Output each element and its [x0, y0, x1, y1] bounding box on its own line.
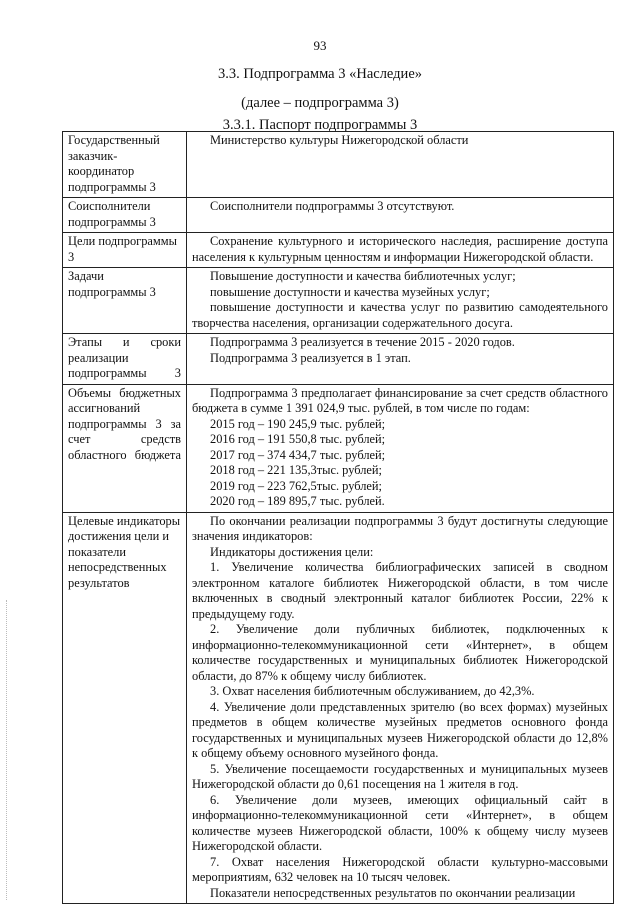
- budget-year-line: 2017 год – 374 434,7 тыс. рублей;: [210, 447, 386, 462]
- table-row: [63, 384, 614, 512]
- row-value-tasks: [187, 268, 614, 334]
- row-value-goals: [187, 233, 614, 268]
- subprogram-subtitle: (далее – подпрограмма 3): [241, 95, 399, 111]
- row-label-stages: Этапы и сроки реализации подпрограммы 3: [63, 334, 187, 385]
- value-line: По окончании реализации подпрограммы 3 будут достигнуты следующие значения индикаторов:: [192, 513, 608, 543]
- row-value-coexecutors: [187, 198, 614, 233]
- row-label-budget: Объемы бюджетных ассигнований подпрограммы 3 за счет средств областного бюджета: [63, 384, 187, 512]
- table-row: [63, 512, 614, 904]
- budget-year-line: 2018 год – 221 135,3тыс. рублей;: [210, 463, 382, 477]
- row-value-stages: [187, 334, 614, 385]
- passport-table: [62, 131, 614, 904]
- subprogram-title: 3.3. Подпрограмма 3 «Наследие»: [217, 66, 423, 82]
- value-line: Подпрограмма 3 реализуется в течение 2015 - 2020 годов.: [210, 335, 515, 349]
- passport-section-title: 3.3.1. Паспорт подпрограммы 3: [222, 117, 418, 133]
- row-value-indicators: [187, 512, 614, 904]
- value-line: Подпрограмма 3 реализуется в 1 этап.: [210, 350, 411, 365]
- row-value-budget: [187, 384, 614, 512]
- table-row: [63, 132, 614, 198]
- indicator-item: 4. Увеличение доли представленных зрителю (во всех формах) музейных предметов в общем количестве музейных предметов основного фонда государственных и муниципальных музеев Нижегородской области до 12,8% к общему объему основного музейного фонда.: [192, 699, 608, 760]
- row-label-tasks: Задачи подпрограммы 3: [63, 268, 187, 334]
- value-line: Подпрограмма 3 предполагает финансирование за счет средств областного бюджета в сумме 1 391 024,9 тыс. рублей, в том числе по годам:: [192, 385, 608, 415]
- table-row: [63, 268, 614, 334]
- value-line: Показатели непосредственных результатов по окончании реализации: [210, 885, 576, 900]
- budget-year-line: 2019 год – 223 762,5тыс. рублей;: [210, 478, 382, 493]
- row-value-customer: [187, 132, 614, 198]
- indicator-item: 1. Увеличение количества библиографических записей в сводном электронном каталоге библиотек Нижегородской области, в том числе включенных в сводный электронный каталог библиотек России, 22% к предыдущему году.: [192, 560, 608, 621]
- indicator-item: 7. Охват населения Нижегородской области культурно-массовыми мероприятиям, 632 человек на 10 тысяч человек.: [192, 854, 608, 884]
- indicator-item: 6. Увеличение доли музеев, имеющих официальный сайт в информационно-телекоммуникационной сети «Интернет», в общем количестве музеев Нижегородской области, 100% к общему числу музеев Нижегородской области.: [192, 792, 608, 853]
- value-line: повышение доступности и качества услуг по развитию самодеятельного творчества населения, организации содержательного досуга.: [192, 300, 608, 330]
- value-line: Индикаторы достижения цели:: [210, 544, 374, 559]
- value-line: Сохранение культурного и исторического наследия, расширение доступа населения к культурным ценностям и информации Нижегородской области.: [192, 234, 608, 264]
- row-label-indicators: Целевые индикаторы достижения цели и показатели непосредственных результатов: [63, 512, 187, 904]
- indicator-item: 5. Увеличение посещаемости государственных и муниципальных музеев Нижегородской области до 0,61 посещения на 1 жителя в год.: [192, 761, 608, 791]
- indicator-item: 2. Увеличение доли публичных библиотек, подключенных к информационно-телекоммуникационной сети «Интернет», в общем количестве государственных и муниципальных библиотек Нижегородской области, до 87% к общему числу библиотек.: [192, 622, 608, 683]
- table-row: [63, 334, 614, 385]
- table-row: [63, 198, 614, 233]
- value-line: Министерство культуры Нижегородской области: [210, 133, 469, 147]
- budget-year-line: 2015 год – 190 245,9 тыс. рублей;: [210, 416, 386, 431]
- value-line: Повышение доступности и качества библиотечных услуг;: [210, 269, 516, 283]
- margin-scan-dots: [6, 600, 9, 900]
- row-label-goals: Цели подпрограммы 3: [63, 233, 187, 268]
- page-number: 93: [313, 38, 327, 53]
- row-label-customer: Государственный заказчик-координатор подпрограммы 3: [63, 132, 187, 198]
- budget-year-line: 2016 год – 191 550,8 тыс. рублей;: [210, 432, 386, 446]
- value-line: повышение доступности и качества музейных услуг;: [210, 284, 490, 299]
- budget-year-line: 2020 год – 189 895,7 тыс. рублей.: [210, 494, 385, 508]
- value-line: Соисполнители подпрограммы 3 отсутствуют.: [210, 199, 455, 213]
- indicator-item: 3. Охват населения библиотечным обслуживанием, до 42,3%.: [210, 684, 535, 698]
- table-row: [63, 233, 614, 268]
- row-label-coexecutors: Соисполнители подпрограммы 3: [63, 198, 187, 233]
